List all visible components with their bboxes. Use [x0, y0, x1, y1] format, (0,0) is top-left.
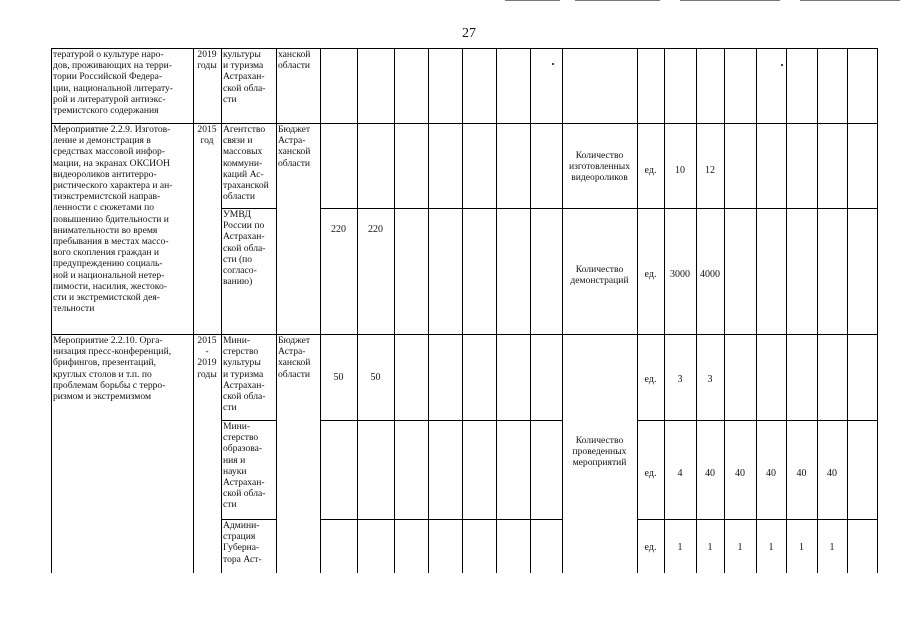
column-rule — [696, 48, 697, 573]
value-cell: 1 — [677, 542, 683, 553]
value-cell: 3000 — [670, 269, 690, 280]
indicator-name-cell: Количество изготовленных видеороликов — [568, 150, 631, 184]
column-rule — [847, 48, 848, 573]
scan-speck — [552, 63, 554, 65]
value-cell: 4000 — [700, 269, 720, 280]
source-cell: Бюджет Астра- ханской области — [278, 124, 311, 169]
column-rule — [320, 48, 321, 573]
executor-cell: УМВД России по Астрахан- ской обла- сти (по согласо- ванию) — [223, 209, 266, 288]
value-cell: 40 — [796, 468, 807, 479]
funding-cell: 220 — [368, 224, 383, 235]
column-rule — [786, 48, 787, 573]
activity-cell: тературой о культуре наро- дов, проживающих на терри- тории Российской Федера- ции, национальной литерату- рой и литературой антиэкс- тремистского содержания — [53, 49, 173, 117]
unit-cell: ед. — [644, 165, 657, 176]
value-cell: 40 — [827, 468, 837, 479]
column-rule — [756, 48, 757, 573]
column-rule — [530, 48, 531, 573]
column-rule — [462, 48, 463, 573]
value-cell: 3 — [707, 374, 713, 385]
column-rule — [637, 48, 638, 573]
row-rule — [320, 208, 878, 209]
funding-cell: 50 — [333, 372, 344, 383]
value-cell: 1 — [737, 542, 743, 553]
value-cell: 40 — [735, 468, 745, 479]
executor-cell: культуры и туризма Астрахан- ской обла- сти — [223, 49, 266, 105]
scan-speck — [781, 64, 783, 66]
value-cell: 40 — [766, 468, 776, 479]
executor-cell: Админи- страция Губерна- тора Аст- — [223, 520, 262, 565]
indicator-name-cell: Количество проведенных мероприятий — [572, 435, 627, 469]
value-cell: 4 — [677, 468, 683, 479]
unit-cell: ед. — [644, 542, 657, 553]
activity-cell: Мероприятие 2.2.10. Орга- низация пресс-конференций, брифингов, презентаций, круглых столов и т.п. по проблемам борьбы с терро- ризмом и экстремизмом — [53, 335, 172, 403]
column-rule — [394, 48, 395, 573]
value-cell: 40 — [705, 468, 715, 479]
executor-cell: Агентство связи и массовых коммуни- каций Ас- траханской области — [223, 124, 269, 203]
page-number: 27 — [462, 26, 476, 41]
column-rule — [877, 48, 878, 573]
value-cell: 3 — [677, 374, 683, 385]
row-rule — [637, 420, 878, 421]
column-rule — [664, 48, 665, 573]
row-rule — [320, 420, 562, 421]
value-cell: 1 — [707, 542, 713, 553]
value-cell: 10 — [675, 165, 685, 176]
column-rule — [428, 48, 429, 573]
executor-cell: Мини- стерство культуры и туризма Астрахан- ской обла- сти — [223, 335, 266, 414]
value-cell: 1 — [799, 542, 804, 553]
value-cell: 1 — [768, 542, 774, 553]
years-cell: 2015 - 2019 годы — [197, 335, 217, 380]
column-rule — [562, 48, 563, 573]
source-cell: Бюджет Астра- ханской области — [278, 335, 311, 380]
funding-cell: 50 — [370, 372, 381, 383]
source-cell: ханской области — [278, 49, 311, 72]
years-cell: 2019 годы — [197, 49, 217, 72]
column-rule — [357, 48, 358, 573]
row-rule — [320, 519, 562, 520]
row-rule — [637, 519, 878, 520]
unit-cell: ед. — [644, 269, 657, 280]
unit-cell: ед. — [644, 374, 657, 385]
value-cell: 1 — [829, 542, 835, 553]
column-rule — [496, 48, 497, 573]
unit-cell: ед. — [644, 468, 657, 479]
years-cell: 2015 год — [197, 124, 217, 147]
indicator-name-cell: Количество демонстраций — [570, 264, 629, 287]
value-cell: 12 — [705, 165, 715, 176]
column-rule — [817, 48, 818, 573]
column-rule — [724, 48, 725, 573]
activity-cell: Мероприятие 2.2.9. Изготов- ление и демонстрация в средствах массовой инфор- мации, на экранах ОКСИОН видеороликов антитерро- ристического характера и ан- тиэкстремистской направ- ленности с сюжетами по повышению бдительности и внимательности во время пребывания в местах массо- вого скопления граждан и предупреждению социаль- ной и национальной нетер- пимости, насилия, жестоко- сти и экстремистской дея- тельности — [53, 124, 173, 315]
executor-cell: Мини- стерство образова- ния и науки Астрахан- ской обла- сти — [223, 421, 266, 511]
funding-cell: 220 — [331, 224, 346, 235]
